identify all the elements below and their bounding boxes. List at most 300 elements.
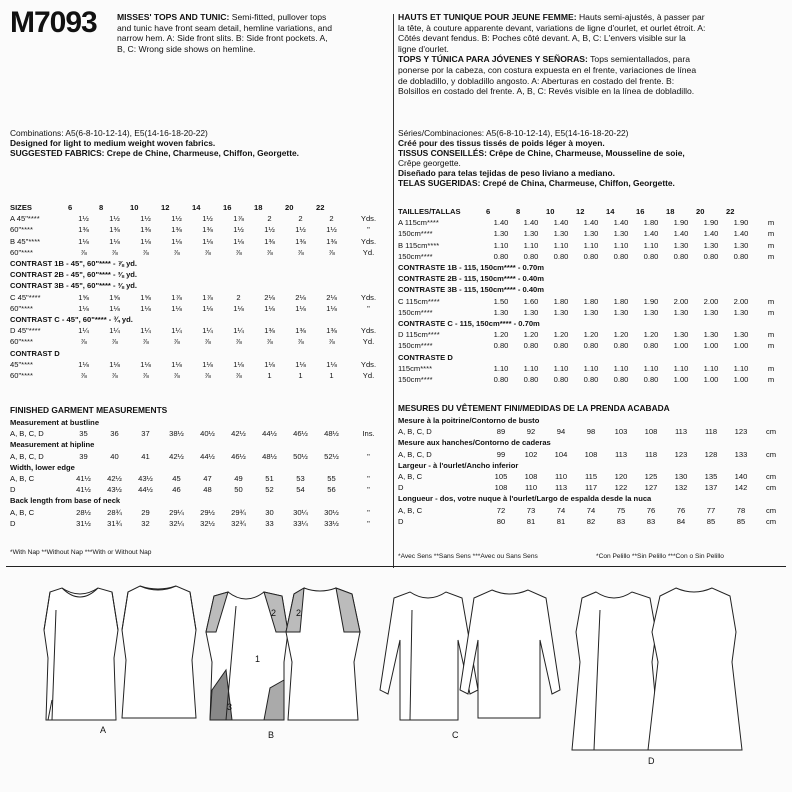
table-cell: 33½ [324,518,339,528]
metric-yardage-row [398,318,786,329]
table-cell: 1⅛ [171,303,182,313]
yardage-row [10,314,390,325]
table-cell: 1.20 [553,330,569,340]
column-divider [393,14,394,568]
table-cell: 117 [584,483,598,493]
table-cell: 2.00 [733,296,749,306]
table-cell: cm [765,427,777,437]
table-cell: 39 [79,451,88,461]
table-cell: " [367,518,370,528]
table-cell: 42½ [231,429,246,439]
yardage-row [10,202,390,213]
table-cell: 0.80 [643,341,659,351]
row-label: 115cm**** [398,363,433,373]
table-cell: 108 [524,472,538,482]
table-cell: 1.10 [523,363,539,373]
table-cell: 1.40 [703,229,719,239]
table-cell: 1⅞ [171,292,182,302]
table-cell: 1⅛ [109,236,120,246]
table-cell: ⅞ [111,371,118,381]
table-cell: 1½ [78,214,89,224]
table-cell: 36 [110,429,119,439]
table-cell: 1⅛ [78,236,89,246]
table-cell: 122 [614,483,628,493]
table-cell: 1.10 [643,240,659,250]
finished-metric-row [398,426,786,437]
row-label: A, B, C, D [398,427,432,437]
table-cell: ⅞ [204,337,211,347]
finished-measurements-table [10,417,390,529]
table-cell: 1.00 [733,341,749,351]
table-cell: m [767,330,775,340]
view-c-label: C [452,730,459,740]
table-cell: 0.80 [523,251,539,261]
table-cell: 108 [644,427,658,437]
fr-es-fabric-info [398,128,786,188]
table-cell: 118 [644,449,658,459]
table-cell: 133 [734,449,748,459]
table-cell: 1.30 [703,240,719,250]
table-cell: 32½ [200,518,215,528]
table-cell: 1.60 [523,296,539,306]
finished-row [10,495,390,506]
table-cell: 14 [192,203,201,212]
table-cell: cm [765,449,777,459]
table-cell: 1.40 [493,218,509,228]
table-cell: 1.30 [733,330,749,340]
row-label: 150cm**** [398,307,433,317]
table-cell: 1.20 [643,330,659,340]
yardage-row [10,236,390,247]
table-cell: 1.80 [613,296,629,306]
table-cell: 130 [674,472,688,482]
metric-yardage-row [398,329,786,340]
metric-yardage-row [398,228,786,239]
table-cell: 102 [524,449,538,459]
table-cell: m [767,218,775,228]
table-cell: 78 [736,505,746,515]
table-cell: 1.10 [523,240,539,250]
table-cell: 52½ [324,451,339,461]
table-cell: 1.10 [553,240,569,250]
table-cell: 1⅛ [78,359,89,369]
table-cell: 30¼ [293,507,308,517]
spanish-desc-line: ponerse por la cabeza, con costura expuesta en el frente, variaciones de línea [398,64,697,75]
table-cell: 137 [704,483,718,493]
row-label: 60"**** [10,303,33,313]
table-cell: 2⅛ [326,292,337,302]
table-cell: 1.10 [553,363,569,373]
table-cell: 98 [586,427,596,437]
metric-yardage-row [398,273,786,284]
row-label: D [10,518,16,528]
view-d-back-drawing [648,588,742,750]
table-cell: 28½ [76,507,91,517]
table-cell: 77 [706,505,716,515]
metric-yardage-row [398,340,786,351]
table-cell: 2.00 [703,296,719,306]
table-cell: 128 [704,449,718,459]
table-cell: 1.30 [583,307,599,317]
table-cell: 1.30 [613,307,629,317]
table-cell: 1⅛ [202,359,213,369]
french-desc-line: la tête, à couture apparente devant, variations de ligne d'ourlet, et ourlet étroit. A: [398,22,706,33]
finished-metric-row [398,482,786,493]
finished-row [10,451,390,462]
row-label: D 45"**** [10,326,41,336]
table-cell: 2⅛ [264,292,275,302]
table-cell: 1⅜ [109,225,120,235]
section-label: Back length from base of neck [10,496,121,506]
table-cell: 0.80 [673,251,689,261]
fr-fabrics-2: Crêpe georgette. [398,158,461,168]
table-cell: Yds. [360,292,377,302]
french-description [398,12,786,97]
row-label: A, B, C, D [10,429,44,439]
table-cell: 1⅛ [326,303,337,313]
english-desc-line: narrow hem. A: Side front slits. B: Side front pockets. A, [117,33,328,44]
finished-metric-row [398,437,786,448]
table-cell: 1¼ [78,326,89,336]
table-cell: 12 [576,207,585,216]
table-cell: 1¼ [140,326,151,336]
row-label: D 115cm**** [398,330,440,340]
view-a-front-drawing [44,588,118,720]
row-label: 60"**** [10,337,33,347]
table-cell: " [367,303,370,313]
table-cell: ⅞ [204,247,211,257]
piece-number: 2 [271,608,277,618]
table-cell: 44½ [138,485,153,495]
row-label: A 115cm**** [398,218,439,228]
table-cell: 40 [110,451,119,461]
section-label: CONTRAST D [10,348,60,358]
row-label: 150cm**** [398,229,433,239]
metric-yardage-row [398,217,786,228]
table-cell: 0.80 [493,341,509,351]
table-cell: 104 [554,449,568,459]
row-label: A, B, C [10,507,35,517]
table-cell: m [767,375,775,385]
table-cell: 0.80 [523,341,539,351]
table-cell: 0.80 [643,251,659,261]
table-cell: 1.30 [643,307,659,317]
table-cell: 99 [496,449,506,459]
table-cell: 51 [265,474,274,484]
table-cell: 110 [524,483,538,493]
table-cell: 1⅛ [109,303,120,313]
table-cell: 1⅛ [171,236,182,246]
table-cell: 0.80 [583,251,599,261]
table-cell: 29¼ [169,507,184,517]
table-cell: 74 [556,505,566,515]
table-cell: Yd. [362,247,375,257]
yardage-row [10,336,390,347]
table-cell: 1.20 [493,330,509,340]
row-label: D [10,485,16,495]
row-label: D [398,516,404,526]
table-cell: 0.80 [523,375,539,385]
table-cell: ⅞ [297,247,304,257]
table-cell: 30 [265,507,274,517]
yardage-row [10,224,390,235]
view-b-back-drawing [286,588,360,720]
table-cell: 1⅜ [78,225,89,235]
table-cell: 1.40 [673,229,689,239]
spanish-desc-line: de dobladillo, y dobladillo angosto. A: Aberturas en costado del frente. B: [398,75,675,86]
table-cell: 1.90 [733,218,749,228]
table-cell: 1¼ [202,326,213,336]
view-b-front-drawing [206,592,288,720]
table-cell: 40½ [200,429,215,439]
table-cell: 1.40 [583,218,599,228]
table-cell: 46 [172,485,181,495]
finished-row [10,507,390,518]
table-cell: ⅞ [173,337,180,347]
row-label: B 115cm**** [398,240,440,250]
table-cell: cm [765,516,777,526]
table-cell: 1.00 [733,375,749,385]
table-cell: 0.80 [493,251,509,261]
table-cell: 48½ [324,429,339,439]
section-label: Width, lower edge [10,462,75,472]
table-cell: 0.80 [493,375,509,385]
table-cell: 31¾ [107,518,122,528]
section-label: CONTRAST C - 45", 60"**** - ¾ yd. [10,315,133,325]
table-cell: ⅞ [142,337,149,347]
table-cell: " [367,225,370,235]
table-cell: 1.30 [673,330,689,340]
table-cell: Ins. [362,429,375,439]
table-cell: 82 [586,516,596,526]
table-cell [756,206,786,217]
table-cell: 1½ [140,214,151,224]
table-cell: 29½ [200,507,215,517]
table-cell: 42½ [169,451,184,461]
table-cell: 30½ [324,507,339,517]
table-cell: 1⅞ [233,214,244,224]
table-cell: 1⅛ [264,303,275,313]
section-label: Largeur - à l'ourlet/Ancho inferior [398,460,519,470]
table-cell: 1⅛ [140,359,151,369]
spanish-title: TOPS Y TÚNICA PARA JÓVENES Y SEÑORAS: [398,54,588,65]
finished-row [10,518,390,529]
table-cell: 1⅞ [202,292,213,302]
table-cell: 75 [616,505,626,515]
finished-metric-row [398,505,786,516]
table-cell: 132 [674,483,688,493]
table-cell: 1.20 [523,330,539,340]
table-cell: 1⅝ [78,292,89,302]
table-cell: 1 [298,371,303,381]
table-cell: " [367,474,370,484]
finished-metric-row [398,516,786,527]
table-cell: 0.80 [583,341,599,351]
table-cell: ⅞ [235,337,242,347]
metric-yardage-row [398,307,786,318]
table-cell: 44½ [200,451,215,461]
table-cell: 1⅜ [295,236,306,246]
table-cell: 123 [734,427,748,437]
table-cell: 53 [296,474,305,484]
section-label: Measurement at bustline [10,418,100,427]
table-cell: 10 [130,203,139,212]
finished-row [10,462,390,473]
table-cell: 1⅛ [202,236,213,246]
table-cell: Yds. [360,359,377,369]
table-cell: 1.30 [613,229,629,239]
table-cell: ⅞ [111,247,118,257]
english-desc-line: and tunic have front seam detail, hemline variations, and [117,22,332,33]
table-cell: 46½ [231,451,246,461]
table-cell: 1.00 [673,341,689,351]
finished-metric-row [398,493,786,504]
table-cell: 50 [234,485,243,495]
combinations: Combinations: A5(6-8-10-12-14), E5(14-16-18-20-22) [10,128,208,138]
table-cell: 56 [327,485,336,495]
table-cell: " [367,485,370,495]
table-cell: 22 [726,207,735,216]
table-cell: 1⅛ [295,359,306,369]
finished-measurements-metric-table [398,415,786,527]
table-cell: 1.30 [583,229,599,239]
view-a-back-drawing [122,586,196,718]
table-cell: 33 [265,518,274,528]
table-cell: 8 [516,207,521,216]
table-cell: 1½ [264,225,275,235]
row-label: A, B, C, D [10,451,44,461]
view-d-front-drawing [572,592,660,750]
metric-yardage-row [398,240,786,251]
spanish-desc-line: Bolsillos en costado del frente. A, B, C: Revés visible en la línea de dobladillo. [398,86,695,97]
piece-number: 1 [255,654,261,664]
row-label: A, B, C [10,474,35,484]
table-cell: 1⅛ [140,303,151,313]
table-cell: 1⅛ [171,359,182,369]
table-cell: 0.80 [553,375,569,385]
table-cell: 6 [68,203,73,212]
table-cell: 0.80 [613,375,629,385]
table-cell: 1½ [326,225,337,235]
yardage-row [10,247,390,258]
table-cell: 1⅜ [264,236,275,246]
footnote-en: *With Nap **Without Nap ***With or Without Nap [10,549,152,556]
es-fabrics: TELAS SUGERIDAS: Crepé de China, Charmeuse, Chiffon, Georgette. [398,178,675,188]
table-cell: 54 [296,485,305,495]
table-cell: 123 [674,449,688,459]
table-cell: 41½ [76,485,91,495]
view-d-label: D [648,756,655,766]
yardage-row [10,280,390,291]
table-cell: 0.80 [643,375,659,385]
table-cell: 55 [327,474,336,484]
table-cell: 1.00 [673,375,689,385]
metric-yardage-row [398,352,786,363]
table-cell: 83 [646,516,656,526]
section-label: Mesure aux hanches/Contorno de caderas [398,438,551,448]
table-cell: 0.80 [613,251,629,261]
table-cell: 1.30 [523,307,539,317]
table-cell: m [767,240,775,250]
row-label: C 115cm**** [398,296,440,306]
table-cell: 1⅜ [326,236,337,246]
table-cell: 1.90 [673,218,689,228]
table-cell: 20 [285,203,294,212]
table-cell: 1.00 [703,341,719,351]
table-cell: 50½ [293,451,308,461]
table-cell: 120 [614,472,628,482]
table-cell: 1.30 [733,240,749,250]
table-cell: 1.90 [643,296,659,306]
table-cell: 18 [254,203,263,212]
table-cell: 10 [546,207,555,216]
yardage-row [10,348,390,359]
table-cell: 1.10 [613,363,629,373]
table-cell: 1.10 [733,363,749,373]
table-cell: 103 [614,427,628,437]
table-cell: 1.10 [673,363,689,373]
table-cell: 1⅝ [140,292,151,302]
table-cell: ⅞ [328,337,335,347]
table-cell: 1.80 [643,218,659,228]
table-cell: 1.10 [703,363,719,373]
table-cell: m [767,296,775,306]
table-cell: ⅞ [235,247,242,257]
table-cell: 1⅝ [109,292,120,302]
table-cell: 47 [203,474,212,484]
table-cell: ⅞ [142,371,149,381]
table-cell: 1⅜ [202,225,213,235]
table-cell: 1¼ [233,326,244,336]
table-cell: 1.40 [523,218,539,228]
table-cell: 1⅛ [233,236,244,246]
finished-row [10,417,390,428]
table-cell: 48½ [262,451,277,461]
metric-yardage-row [398,363,786,374]
finished-row [10,473,390,484]
yardage-row [10,359,390,370]
table-cell: 1.40 [613,218,629,228]
table-cell: 1.30 [733,307,749,317]
table-cell: 80 [496,516,506,526]
garment-illustrations [0,570,792,792]
table-cell: 2 [329,214,334,224]
row-label: A, B, C, D [398,449,432,459]
table-cell: 84 [676,516,686,526]
table-cell: 1.10 [583,363,599,373]
table-cell: 1⅛ [202,303,213,313]
row-label: 45"**** [10,359,33,369]
table-cell: 1⅜ [171,225,182,235]
table-cell: 1⅛ [233,303,244,313]
designed-for: Designed for light to medium weight woven fabrics. [10,138,216,148]
finished-row [10,439,390,450]
table-cell: 28¾ [107,507,122,517]
table-cell: 0.80 [733,251,749,261]
table-cell: 1.10 [493,363,509,373]
table-cell: m [767,307,775,317]
table-cell: 42½ [107,474,122,484]
table-cell: 1.10 [493,240,509,250]
french-title: HAUTS ET TUNIQUE POUR JEUNE FEMME: [398,12,577,22]
table-cell: 33¼ [293,518,308,528]
table-cell: 1.30 [673,307,689,317]
metric-yardage-row [398,251,786,262]
row-label: A, B, C [398,505,423,515]
french-desc-line: Côtés devant fendus. B: Poches côté devant. A, B, C: L'envers visible sur la [398,33,686,44]
english-title: MISSES' TOPS AND TUNIC: [117,12,230,22]
table-cell: 1⅛ [140,236,151,246]
